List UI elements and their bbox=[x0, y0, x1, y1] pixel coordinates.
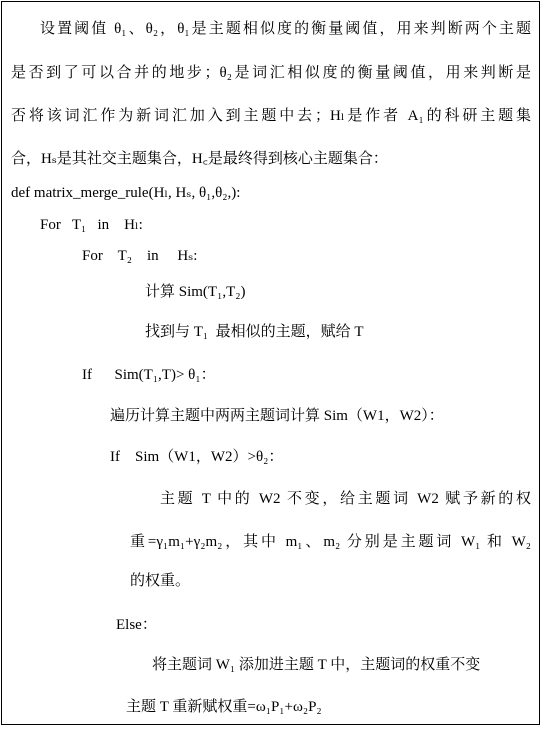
intro-line-3: 否将该词汇作为新词汇加入到主题中去；Hₗ是作者 A₁的科研主题集 bbox=[11, 108, 531, 124]
function-definition: def matrix_merge_rule(Hₗ, Hₛ, θ₁,θ₂,): bbox=[11, 185, 241, 201]
keep-word-line-1: 主题 T 中的 W2 不变，给主题词 W2 赋予新的权 bbox=[160, 491, 531, 507]
inner-for-loop: For T₂ in Hₛ: bbox=[82, 248, 198, 264]
keep-word-line-3: 的权重。 bbox=[130, 573, 191, 589]
if-topic-threshold: If Sim(T₁,T)> θ₁： bbox=[82, 367, 216, 383]
outer-for-loop: For T₁ in Hₗ: bbox=[40, 217, 143, 233]
intro-line-1: 设置阈值 θ₁、θ₂，θ₁是主题相似度的衡量阈值，用来判断两个主题 bbox=[40, 21, 531, 37]
intro-line-4: 合，Hₛ是其社交主题集合，H꜀是最终得到核心主题集合： bbox=[11, 151, 388, 167]
traverse-word-pairs: 遍历计算主题中两两主题词计算 Sim（W1，W2）： bbox=[110, 408, 444, 424]
intro-line-2: 是否到了可以合并的地步；θ₂是词汇相似度的衡量阈值，用来判断是 bbox=[11, 65, 531, 81]
else-branch: Else： bbox=[116, 617, 157, 633]
find-most-similar: 找到与 T₁ 最相似的主题，赋给 T bbox=[145, 324, 364, 340]
if-word-threshold: If Sim（W1，W2）>θ₂： bbox=[110, 449, 284, 465]
topic-reweight: 主题 T 重新赋权重=ω₁P₁+ω₂P₂ bbox=[126, 699, 322, 715]
add-word-to-topic: 将主题词 W₁ 添加进主题 T 中，主题词的权重不变 bbox=[152, 657, 481, 673]
compute-similarity: 计算 Sim(T₁,T₂) bbox=[145, 284, 246, 300]
keep-word-line-2: 重=γ₁m₁+γ₂m₂，其中 m₁、m₂ 分别是主题词 W₁ 和 W₂ bbox=[130, 534, 531, 550]
